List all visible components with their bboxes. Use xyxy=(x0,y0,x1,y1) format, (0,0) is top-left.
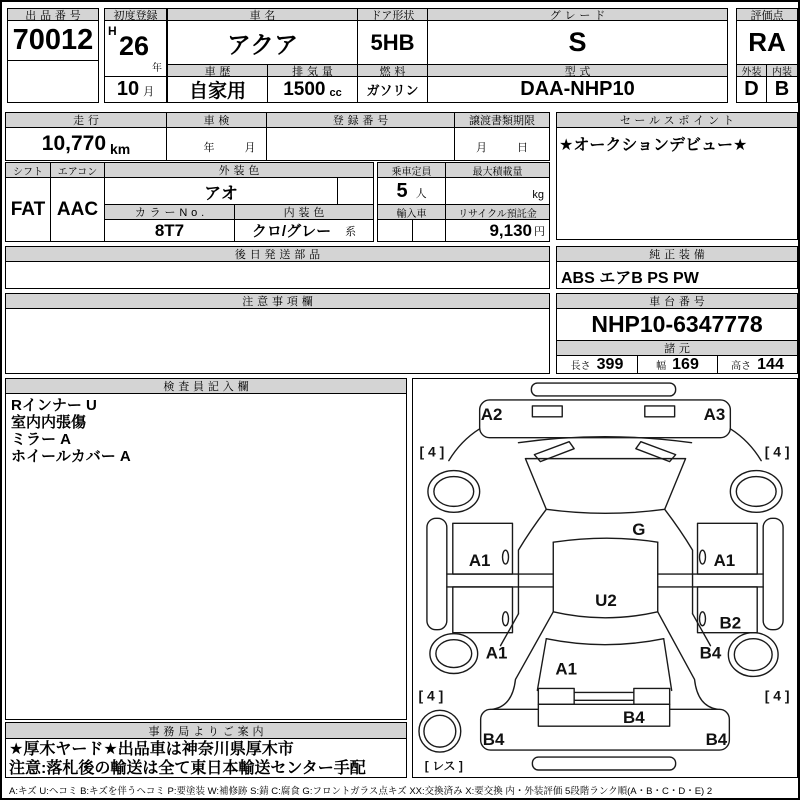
recycle-deposit-number: 9,130 xyxy=(489,220,532,240)
era-letter: H xyxy=(108,24,117,38)
auction-no-value: 70012 xyxy=(7,20,99,61)
rear-window-top-line xyxy=(553,612,657,618)
transfer-day-placeholder: 日 xyxy=(517,142,528,154)
oem-equipment-header: 純正装備 xyxy=(556,246,798,262)
car-damage-diagram xyxy=(413,379,797,777)
office-notice-header: 事務局よりご案内 xyxy=(5,722,407,739)
diagram-label-b4-rear-right: B4 xyxy=(705,730,728,750)
spare-tire-rim xyxy=(424,715,456,747)
spare-tire-shape xyxy=(419,710,461,752)
displacement-value xyxy=(267,76,358,103)
first-registration-year-cell xyxy=(104,20,167,77)
shift-value: FAT xyxy=(5,177,51,242)
shift-header: シフト xyxy=(5,162,51,178)
taillight-right-shape xyxy=(634,688,670,704)
mileage-value xyxy=(5,127,167,161)
color-no-header: カラーNo. xyxy=(104,204,235,220)
inspector-line: ミラー A xyxy=(11,431,72,448)
shaken-year-placeholder: 年 xyxy=(203,142,215,154)
spec-height-label: 高さ xyxy=(731,361,752,372)
wheel-rear-left-rim xyxy=(436,640,472,668)
diagram-mark4-front-right: [ 4 ] xyxy=(764,443,790,460)
specs-header: 諸元 xyxy=(556,340,798,356)
score-value: RA xyxy=(736,20,798,65)
year-unit: 年 xyxy=(152,63,162,74)
rear-bumper-shape xyxy=(532,757,675,770)
windshield-shape xyxy=(525,459,685,514)
diagram-label-b4-rear-left: B4 xyxy=(482,730,505,750)
month-unit: 月 xyxy=(143,86,155,98)
diagram-mark4-front-left: [ 4 ] xyxy=(419,443,445,460)
door-shape-value: 5HB xyxy=(357,20,428,65)
headlight-left-shape xyxy=(532,406,562,417)
spec-width-value: 169 xyxy=(672,355,699,373)
capacity-header: 乗車定員 xyxy=(377,162,446,178)
fuel-value: ガソリン xyxy=(357,76,428,103)
recycle-deposit-value xyxy=(445,219,550,242)
recycle-deposit-unit: 円 xyxy=(534,226,545,238)
diagram-mark4-rear-right: [ 4 ] xyxy=(764,687,790,704)
office-notice-body xyxy=(5,738,407,778)
diagram-label-b4-hatch: B4 xyxy=(623,708,645,728)
headlight-right-shape xyxy=(645,406,675,417)
diagram-label-a1-door-left: A1 xyxy=(468,551,491,571)
wheel-rear-right-rim xyxy=(734,639,772,671)
interior-color-value xyxy=(234,219,374,242)
diagram-label-a2: A2 xyxy=(480,404,503,424)
diagram-label-u2: U2 xyxy=(595,590,617,610)
interior-score-value: B xyxy=(766,76,798,103)
shaken-value xyxy=(166,127,267,161)
max-load-unit: kg xyxy=(532,189,544,201)
inspector-line: 室内内張傷 xyxy=(11,414,87,431)
car-name-header: 車名 xyxy=(167,8,358,21)
shaken-header: 車検 xyxy=(166,112,267,128)
inspector-line: Rインナー U xyxy=(11,397,97,414)
history-value: 自家用 xyxy=(167,76,268,103)
inspector-line: ホイールカバー A xyxy=(11,448,131,465)
spec-width-cell xyxy=(637,355,718,374)
spec-length-label: 長さ xyxy=(570,361,591,372)
sales-point-text: ★オークションデビュー★ xyxy=(559,137,748,154)
front-bumper-shape xyxy=(531,383,675,396)
recycle-deposit-header: リサイクル預託金 xyxy=(445,204,550,220)
rear-window-bottom-line xyxy=(546,639,663,645)
car-diagram-box xyxy=(412,378,798,778)
displacement-number: 1500 xyxy=(283,78,326,100)
oem-equipment-text: ABS エアB PS PW xyxy=(561,270,699,287)
exterior-color-extra-cell xyxy=(337,177,374,205)
oem-equipment-body xyxy=(556,261,798,289)
office-notice-line2: 注意:落札後の輸送は全て東日本輸送センター手配 xyxy=(9,760,366,777)
notes-body xyxy=(5,308,550,374)
inspector-header: 検査員記入欄 xyxy=(5,378,407,394)
door-shape-header: ドア形状 xyxy=(357,8,428,21)
door-handle-front-left xyxy=(503,550,509,564)
rocker-panel-right-shape xyxy=(763,518,783,629)
diagram-mark4-rear-left: [ 4 ] xyxy=(418,687,444,704)
color-no-value: 8T7 xyxy=(104,219,235,242)
exterior-color-value: アオ xyxy=(104,177,338,205)
interior-color-header: 内装色 xyxy=(234,204,374,220)
registration-no-value xyxy=(266,127,455,161)
interior-color-suffix: 系 xyxy=(345,226,357,238)
a-pillar-right-line xyxy=(665,509,693,613)
model-code-header: 型式 xyxy=(427,64,728,77)
spec-length-cell xyxy=(556,355,638,374)
diagram-label-a1-quarter-left: A1 xyxy=(485,643,508,663)
inspector-body xyxy=(5,393,407,720)
import-car-header: 輸入車 xyxy=(377,204,446,220)
taillight-left-shape xyxy=(538,688,574,704)
chassis-no-header: 車台番号 xyxy=(556,293,798,309)
capacity-number: 5 xyxy=(396,179,408,202)
exterior-score-header: 外装 xyxy=(736,64,767,77)
capacity-value xyxy=(377,177,446,205)
spec-length-value: 399 xyxy=(596,355,624,373)
diagram-label-a3: A3 xyxy=(703,404,726,424)
transfer-deadline-value xyxy=(454,127,550,161)
sales-point-header: セールスポイント xyxy=(556,112,798,128)
a-pillar-left-line xyxy=(518,509,546,613)
door-handle-rear-right xyxy=(700,612,706,626)
exterior-score-value: D xyxy=(736,76,767,103)
first-registration-header: 初度登録 xyxy=(104,8,167,21)
registration-no-header: 登録番号 xyxy=(266,112,455,128)
diagram-label-b4-quarter-right: B4 xyxy=(699,643,722,663)
history-header: 車歴 xyxy=(167,64,268,77)
front-fender-lines xyxy=(449,429,761,461)
aircon-value: AAC xyxy=(50,177,105,242)
max-load-value xyxy=(445,177,550,205)
interior-score-header: 内装 xyxy=(766,64,798,77)
diagram-label-spare-none: [ レス ] xyxy=(424,759,463,773)
grade-header: グレード xyxy=(427,8,728,21)
first-registration-month-cell xyxy=(104,76,167,103)
interior-color-name: クロ/グレー xyxy=(251,223,332,240)
max-load-header: 最大積載量 xyxy=(445,162,550,178)
score-header: 評価点 xyxy=(736,8,798,21)
displacement-unit: cc xyxy=(329,87,342,99)
mileage-header: 走行 xyxy=(5,112,167,128)
office-notice-line1: ★厚木ヤード★出品車は神奈川県厚木市 xyxy=(9,741,294,758)
diagram-label-g: G xyxy=(632,520,646,540)
wheel-front-left-rim xyxy=(434,477,474,507)
later-parts-header: 後日発送部品 xyxy=(5,246,550,262)
mileage-unit: km xyxy=(110,141,131,157)
car-name-value: アクア xyxy=(167,20,358,65)
model-code-value: DAA-NHP10 xyxy=(427,76,728,103)
exterior-color-header: 外装色 xyxy=(104,162,374,178)
hood-shape xyxy=(480,400,731,438)
transfer-month-placeholder: 月 xyxy=(476,142,487,154)
spec-height-cell xyxy=(717,355,798,374)
door-handle-front-right xyxy=(700,550,706,564)
diagram-label-b2: B2 xyxy=(719,613,742,633)
aircon-header: エアコン xyxy=(50,162,105,178)
door-sill-lines xyxy=(447,574,763,587)
later-parts-body xyxy=(5,261,550,289)
wheel-front-right-rim xyxy=(736,477,776,507)
notes-header: 注意事項欄 xyxy=(5,293,550,309)
quarter-panel-lines xyxy=(501,614,711,646)
capacity-unit: 人 xyxy=(415,188,427,200)
transfer-deadline-header: 譲渡書類期限 xyxy=(454,112,550,128)
taillight-connector-lines xyxy=(574,692,634,700)
import-car-divider xyxy=(412,220,413,241)
first-registration-year: 26 xyxy=(119,31,150,61)
door-rear-left-shape xyxy=(453,587,513,633)
damage-code-legend: A:キズ U:ヘコミ B:キズを伴うヘコミ P:要塗装 W:補修跡 S:錆 C:腐食 G:フロントガラス点キズ XX:交換済み X:要交換 内・外装評価 5段階ランク順(A・B・C・D・E) 2 xyxy=(9,786,713,797)
displacement-header: 排気量 xyxy=(267,64,358,77)
sales-point-body xyxy=(556,127,798,240)
auction-no-header: 出品番号 xyxy=(7,8,99,21)
import-car-value xyxy=(377,219,446,242)
diagram-label-a1-hatch: A1 xyxy=(555,659,578,679)
spec-height-value: 144 xyxy=(757,355,784,373)
rocker-panel-left-shape xyxy=(427,518,447,629)
auction-no-empty-cell xyxy=(7,60,99,103)
door-handle-rear-left xyxy=(503,612,509,626)
grade-value: S xyxy=(427,20,728,65)
shaken-month-placeholder: 月 xyxy=(244,142,256,154)
fuel-header: 燃料 xyxy=(357,64,428,77)
chassis-no-value: NHP10-6347778 xyxy=(556,308,798,341)
first-registration-month: 10 xyxy=(116,78,140,100)
hatch-lower-shape xyxy=(538,704,669,726)
spec-width-label: 幅 xyxy=(656,361,667,372)
diagram-label-a1-door-right: A1 xyxy=(713,551,736,571)
mileage-number: 10,770 xyxy=(41,132,106,155)
